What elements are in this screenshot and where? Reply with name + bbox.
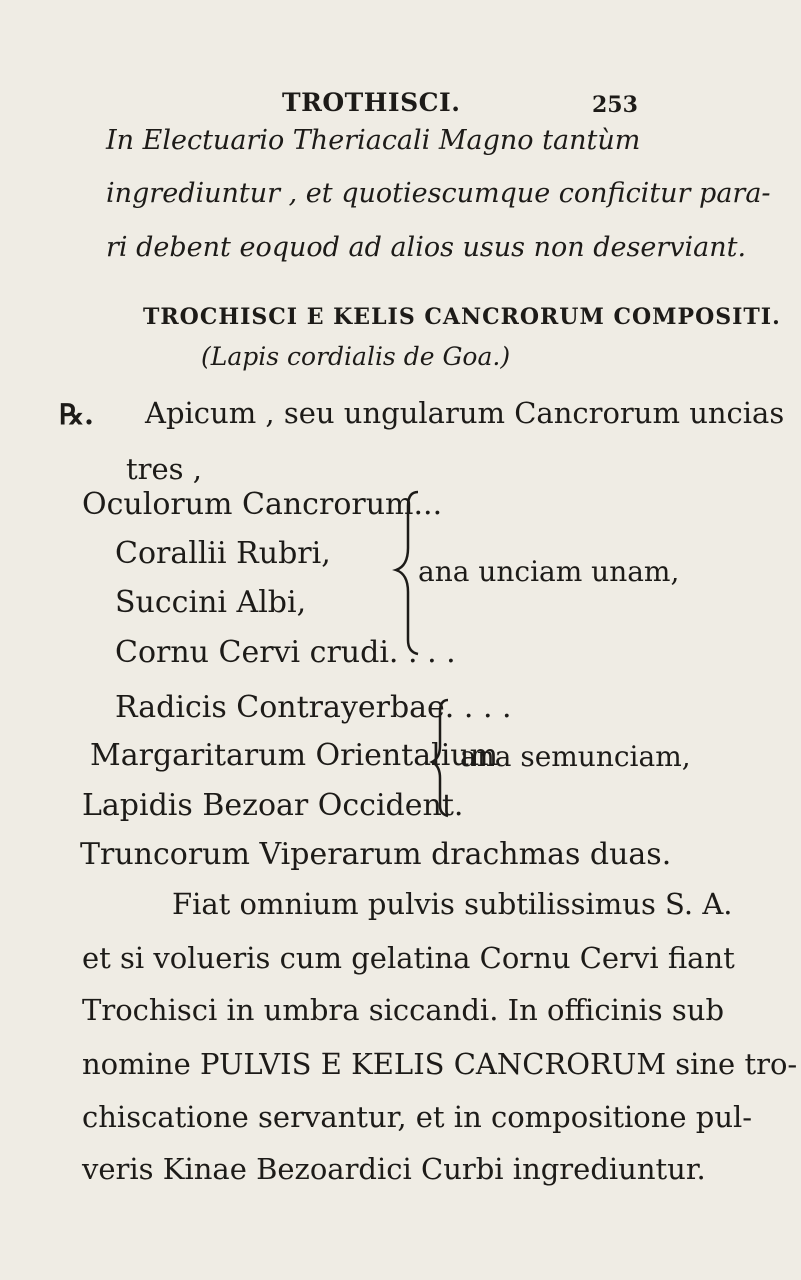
- running-title: TROTHISCI.: [282, 88, 461, 117]
- ingredient-line: Cornu Cervi crudi. . . .: [115, 635, 456, 670]
- dose-label: ana unciam unam,: [418, 555, 680, 588]
- recipe-subtitle: (Lapis cordialis de Goa.): [201, 342, 511, 371]
- ingredient-line: Oculorum Cancrorum...: [82, 487, 443, 522]
- recipe-line: tres ,: [126, 452, 202, 486]
- instruction-line: Fiat omnium pulvis subtilissimus S. A.: [172, 887, 733, 921]
- recipe-line: Apicum , seu ungularum Cancrorum uncias: [145, 396, 785, 430]
- ingredient-line: Truncorum Viperarum drachmas duas.: [80, 837, 672, 872]
- recipe-title: TROCHISCI E KELIS CANCRORUM COMPOSITI.: [143, 304, 781, 330]
- instruction-line: nomine PULVIS E KELIS CANCRORUM sine tro-: [82, 1047, 798, 1081]
- ingredient-line: Succini Albi,: [115, 585, 307, 620]
- ingredient-line: Radicis Contrayerbae. . . .: [115, 690, 512, 725]
- ingredient-line: Margaritarum Orientalium: [90, 738, 499, 773]
- ingredient-line: Corallii Rubri,: [115, 536, 331, 571]
- page-number: 253: [592, 92, 638, 118]
- instruction-line: Trochisci in umbra siccandi. In officinis sub: [82, 993, 725, 1027]
- dose-label: ana semunciam,: [460, 740, 691, 773]
- instruction-line: chiscatione servantur, et in compositione pul-: [82, 1100, 753, 1134]
- brace-group2: [432, 700, 448, 816]
- instruction-line: veris Kinae Bezoardici Curbi ingrediuntur.: [82, 1152, 706, 1186]
- recipe-symbol: ℞.: [59, 398, 94, 431]
- intro-line: In Electuario Theriacali Magno tantùm: [106, 125, 641, 156]
- intro-line: ri debent eoquod ad alios usus non deserviant.: [106, 232, 747, 263]
- instruction-line: et si volueris cum gelatina Cornu Cervi fiant: [82, 941, 735, 975]
- intro-line: ingrediuntur , et quotiescumque conficitur para-: [106, 178, 771, 209]
- ingredient-line: Lapidis Bezoar Occident.: [82, 788, 464, 823]
- brace-group1: [396, 492, 418, 654]
